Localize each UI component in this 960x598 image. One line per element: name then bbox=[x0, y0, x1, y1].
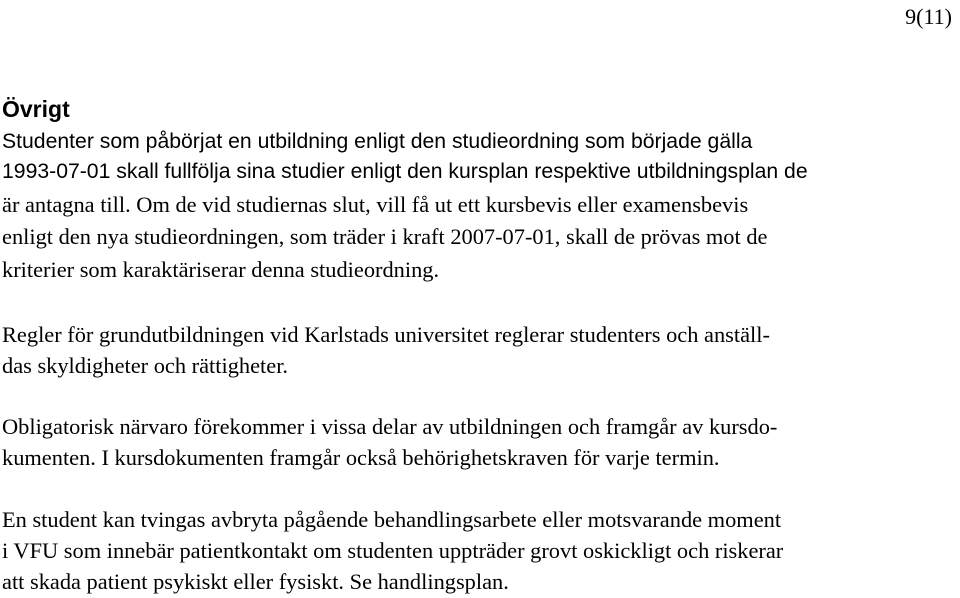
paragraph-line: Studenter som påbörjat en utbildning enligt den studieordning som började gälla bbox=[2, 130, 753, 153]
paragraph-line: att skada patient psykiskt eller fysiskt. Se handlingsplan. bbox=[2, 569, 509, 594]
paragraph-line: kumenten. I kursdokumenten framgår också behörighetskraven för varje termin. bbox=[2, 445, 720, 470]
page-number: 9(11) bbox=[905, 4, 952, 29]
paragraph-line: är antagna till. Om de vid studiernas slut, vill få ut ett kursbevis eller examensbevis bbox=[2, 192, 749, 217]
paragraph-line: kriterier som karaktäriserar denna studieordning. bbox=[2, 257, 440, 282]
paragraph-line: En student kan tvingas avbryta pågående behandlingsarbete eller motsvarande moment bbox=[2, 507, 782, 532]
paragraph-line: Obligatorisk närvaro förekommer i vissa delar av utbildningen och framgår av kursdo- bbox=[2, 414, 778, 439]
paragraph-line: i VFU som innebär patientkontakt om studenten uppträder grovt oskickligt och riskerar bbox=[2, 538, 784, 563]
paragraph-line: enligt den nya studieordningen, som träder i kraft 2007-07-01, skall de prövas mot de bbox=[2, 224, 768, 249]
paragraph-line: 1993-07-01 skall fullfölja sina studier enligt den kursplan respektive utbildningsplan de bbox=[2, 160, 808, 183]
section-heading: Övrigt bbox=[2, 96, 70, 122]
paragraph-line: das skyldigheter och rättigheter. bbox=[2, 353, 289, 378]
paragraph-line: Regler för grundutbildningen vid Karlstads universitet reglerar studenters och anställ- bbox=[2, 322, 770, 347]
